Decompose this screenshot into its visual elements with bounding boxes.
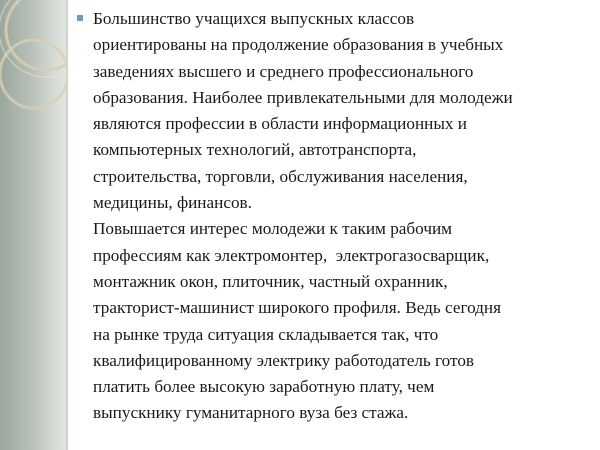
text-line: медицины, финансов. (93, 193, 252, 213)
text-line: являются профессии в области информационных и (93, 114, 468, 134)
text-line: ориентированы на продолжение образования в учебных (93, 35, 504, 55)
text-line: квалифицированному электрику работодатель готов (93, 350, 475, 370)
slide-body (77, 6, 592, 427)
paragraph-1 (77, 6, 592, 216)
text-line: тракторист-машинист широкого профиля. Ведь сегодня (93, 298, 502, 318)
side-divider (66, 0, 68, 450)
text-line: на рынке труда ситуация складывается так, что (93, 324, 439, 344)
square-bullet-icon (77, 15, 83, 21)
text-line: Повышается интерес молодежи к таким рабочим (93, 219, 453, 239)
text-line: заведениях высшего и среднего профессионального (93, 61, 474, 81)
text-line: образования. Наиболее привлекательными для молодежи (93, 87, 513, 107)
text-line: строительства, торговли, обслуживания населения, (93, 166, 468, 186)
text-line: компьютерных технологий, автотранспорта, (93, 140, 417, 160)
paragraph-2 (77, 216, 592, 426)
side-decor-panel (0, 0, 68, 450)
text-line: выпускнику гуманитарного вуза без стажа. (93, 403, 409, 423)
text-line: платить более высокую заработную плату, чем (93, 377, 435, 397)
text-line: профессиям как электромонтер, электрогазосварщик, (93, 245, 490, 265)
text-line: Большинство учащихся выпускных классов (93, 9, 415, 28)
ring-decoration (0, 0, 68, 450)
text-line: монтажник окон, плиточник, частный охранник, (93, 271, 448, 291)
